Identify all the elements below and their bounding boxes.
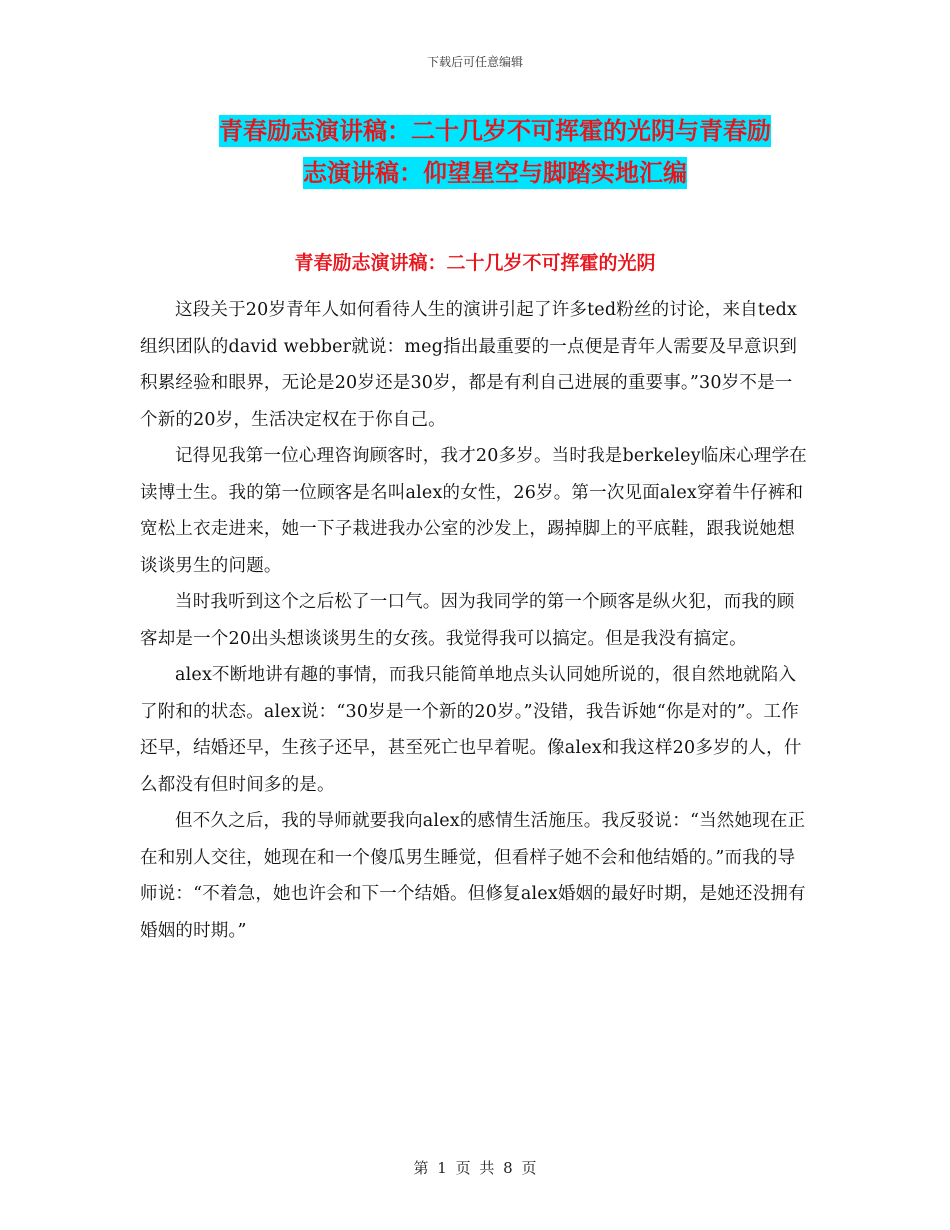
page-header-note: 下载后可任意编辑 <box>426 55 523 69</box>
paragraph: 记得见我第一位心理咨询顾客时，我才20多岁。当时我是berkeley临床心理学在读博士生。我的第一位顾客是名叫alex的女性，26岁。第一次见面alex穿着牛仔裤和宽松上衣走进来，她一下子栽进我办公室的沙发上，踢掉脚上的平底鞋，跟我说她想谈谈男生的问题。 <box>140 446 807 576</box>
paragraph: 但不久之后，我的导师就要我向alex的感情生活施压。我反驳说：“当然她现在正在和别人交往，她现在和一个傻瓜男生睡觉，但看样子她不会和他结婚的。”而我的导师说：“不着急，她也许会和下一个结婚。但修复alex婚姻的最好时期，是她还没拥有婚姻的时期。” <box>140 811 806 941</box>
paragraph: 当时我听到这个之后松了一口气。因为我同学的第一个顾客是纵火犯，而我的顾客却是一个20出头想谈谈男生的女孩。我觉得我可以搞定。但是我没有搞定。 <box>140 592 795 649</box>
document-body <box>140 292 810 949</box>
document-title <box>150 110 840 194</box>
document-title-line-1: 青春励志演讲稿：二十几岁不可挥霍的光阴与青春励 <box>219 117 771 145</box>
paragraph: 这段关于20岁青年人如何看待人生的演讲引起了许多ted粉丝的讨论，来自tedx组织团队的david webber就说：meg指出最重要的一点便是青年人需要及早意识到积累经验和眼界，无论是20岁还是30岁，都是有利自己进展的重要事。”30岁不是一个新的20岁，生活决定权在于你自己。 <box>140 300 798 430</box>
section-title: 青春励志演讲稿：二十几岁不可挥霍的光阴 <box>294 252 656 274</box>
document-title-line-2: 志演讲稿：仰望星空与脚踏实地汇编 <box>303 159 687 187</box>
page-number-footer: 第 1 页 共 8 页 <box>413 1159 537 1177</box>
paragraph: alex不断地讲有趣的事情，而我只能简单地点头认同她所说的，很自然地就陷入了附和的状态。alex说：“30岁是一个新的20岁。”没错，我告诉她“你是对的”。工作还早，结婚还早，生孩子还早，甚至死亡也早着呢。像alex和我这样20多岁的人，什么都没有但时间多的是。 <box>140 665 802 795</box>
